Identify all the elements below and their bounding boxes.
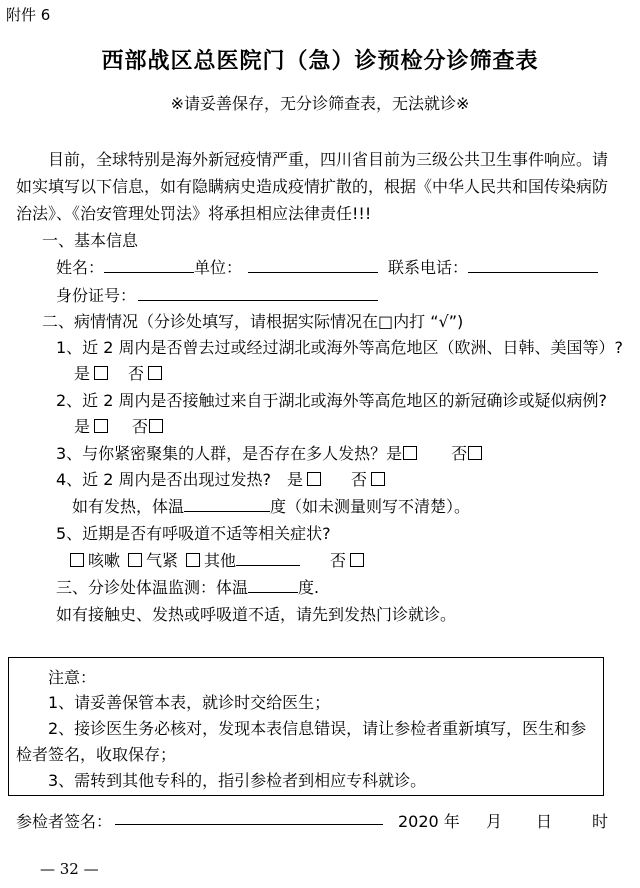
notice-item-1: 1、请妥善保管本表，就诊时交给医生； xyxy=(48,693,331,712)
unit-label: 单位： xyxy=(194,258,243,277)
notice-heading: 注意： xyxy=(48,668,97,687)
signature-day: 日 xyxy=(536,812,553,831)
signature-month: 月 xyxy=(486,812,503,831)
intro-line-3: 治法》、《治安管理处罚法》将承担相应法律责任!!! xyxy=(16,204,372,223)
q4-no-checkbox[interactable] xyxy=(371,472,385,486)
signature-year: 2020 年 xyxy=(398,812,460,831)
q4-temp-suffix: 度（如未测量则写不清楚）。 xyxy=(270,497,471,516)
triage-temperature-field[interactable] xyxy=(248,576,298,593)
name-field[interactable] xyxy=(104,256,194,273)
q3-yes-checkbox[interactable] xyxy=(403,446,417,460)
q4-temperature-field[interactable] xyxy=(184,495,270,512)
form-subtitle: ※请妥善保存，无分诊筛查表，无法就诊※ xyxy=(170,94,470,113)
q3-no-checkbox[interactable] xyxy=(468,446,482,460)
q1-no-checkbox[interactable] xyxy=(148,366,162,380)
question-3: 3、与你紧密聚集的人群，是否存在多人发热？是 xyxy=(56,444,403,463)
other-checkbox[interactable] xyxy=(186,553,200,567)
q2-answer-row xyxy=(74,414,167,437)
question-1: 1、近 2 周内是否曾去过或经过湖北或海外等高危地区（欧洲、日韩、美国等）? xyxy=(56,338,624,357)
section1-heading: 一、基本信息 xyxy=(42,231,139,250)
question-5: 5、近期是否有呼吸道不适等相关症状? xyxy=(56,524,331,543)
notice-item-2-line-1: 2、接诊医生务必核对，发现本表信息错误，请让参检者重新填写，医生和参 xyxy=(48,719,587,738)
question-3-row xyxy=(56,441,486,464)
question-2: 2、近 2 周内是否接触过来自于湖北或海外等高危地区的新冠确诊或疑似病例? xyxy=(56,391,608,410)
q2-yes-label: 是 xyxy=(74,417,91,436)
q2-yes-checkbox[interactable] xyxy=(94,419,108,433)
unit-field[interactable] xyxy=(248,256,378,273)
section3-suffix: 度. xyxy=(298,578,320,597)
q4-yes-checkbox[interactable] xyxy=(307,472,321,486)
q4-temperature-row xyxy=(72,494,470,517)
q4-no-label: 否 xyxy=(351,470,368,489)
cough-checkbox[interactable] xyxy=(70,553,84,567)
intro-line-2: 如实填写以下信息，如有隐瞒病史造成疫情扩散的，根据《中华人民共和国传染病防 xyxy=(16,177,609,196)
q5-no-checkbox[interactable] xyxy=(350,553,364,567)
signature-hour: 时 xyxy=(592,812,609,831)
q4-temp-prefix: 如有发热，体温 xyxy=(72,497,185,516)
id-field[interactable] xyxy=(138,284,378,301)
notice-item-2-line-2: 检者签名，收取保存； xyxy=(16,745,177,764)
section3-row xyxy=(56,575,319,598)
page-number: — 32 — xyxy=(40,860,99,878)
q2-no-checkbox[interactable] xyxy=(149,419,163,433)
section3-label: 三、分诊处体温监测：体温 xyxy=(56,578,249,597)
signature-field[interactable] xyxy=(115,824,383,825)
q5-no-label: 否 xyxy=(330,551,347,570)
question-4: 4、近 2 周内是否出现过发热? xyxy=(56,470,272,489)
section3-advice: 如有接触史、发热或呼吸道不适，请先到发热门诊就诊。 xyxy=(56,605,457,624)
q1-no-label: 否 xyxy=(128,364,145,383)
q5-answer-row xyxy=(66,548,368,571)
question-4-row xyxy=(56,467,389,490)
section2-heading: 二、病情情况（分诊处填写，请根据实际情况在□内打 “√”) xyxy=(42,312,464,331)
q4-yes-label: 是 xyxy=(287,470,304,489)
signature-label: 参检者签名： xyxy=(16,812,113,831)
q2-no-label: 否 xyxy=(132,417,149,436)
id-row xyxy=(56,283,378,306)
other-symptom-field[interactable] xyxy=(236,549,300,566)
name-label: 姓名： xyxy=(56,258,105,277)
other-label: 其他 xyxy=(204,551,237,570)
notice-item-3: 3、需转到其他专科的，指引参检者到相应专科就诊。 xyxy=(48,771,427,790)
cough-label: 咳嗽 xyxy=(88,551,121,570)
phone-field[interactable] xyxy=(468,256,598,273)
intro-line-1: 目前，全球特别是海外新冠疫情严重，四川省目前为三级公共卫生事件响应。请 xyxy=(48,150,609,169)
basic-info-row xyxy=(56,255,598,278)
q1-yes-checkbox[interactable] xyxy=(94,366,108,380)
form-title: 西部战区总医院门（急）诊预检分诊筛查表 xyxy=(101,49,539,74)
id-label: 身份证号： xyxy=(56,286,137,305)
q3-no-label: 否 xyxy=(451,444,468,463)
q1-yes-label: 是 xyxy=(74,364,91,383)
breath-label: 气紧 xyxy=(146,551,179,570)
breath-checkbox[interactable] xyxy=(128,553,142,567)
q1-answer-row xyxy=(74,361,166,384)
attachment-label: 附件 6 xyxy=(6,6,51,24)
phone-label: 联系电话： xyxy=(388,258,469,277)
